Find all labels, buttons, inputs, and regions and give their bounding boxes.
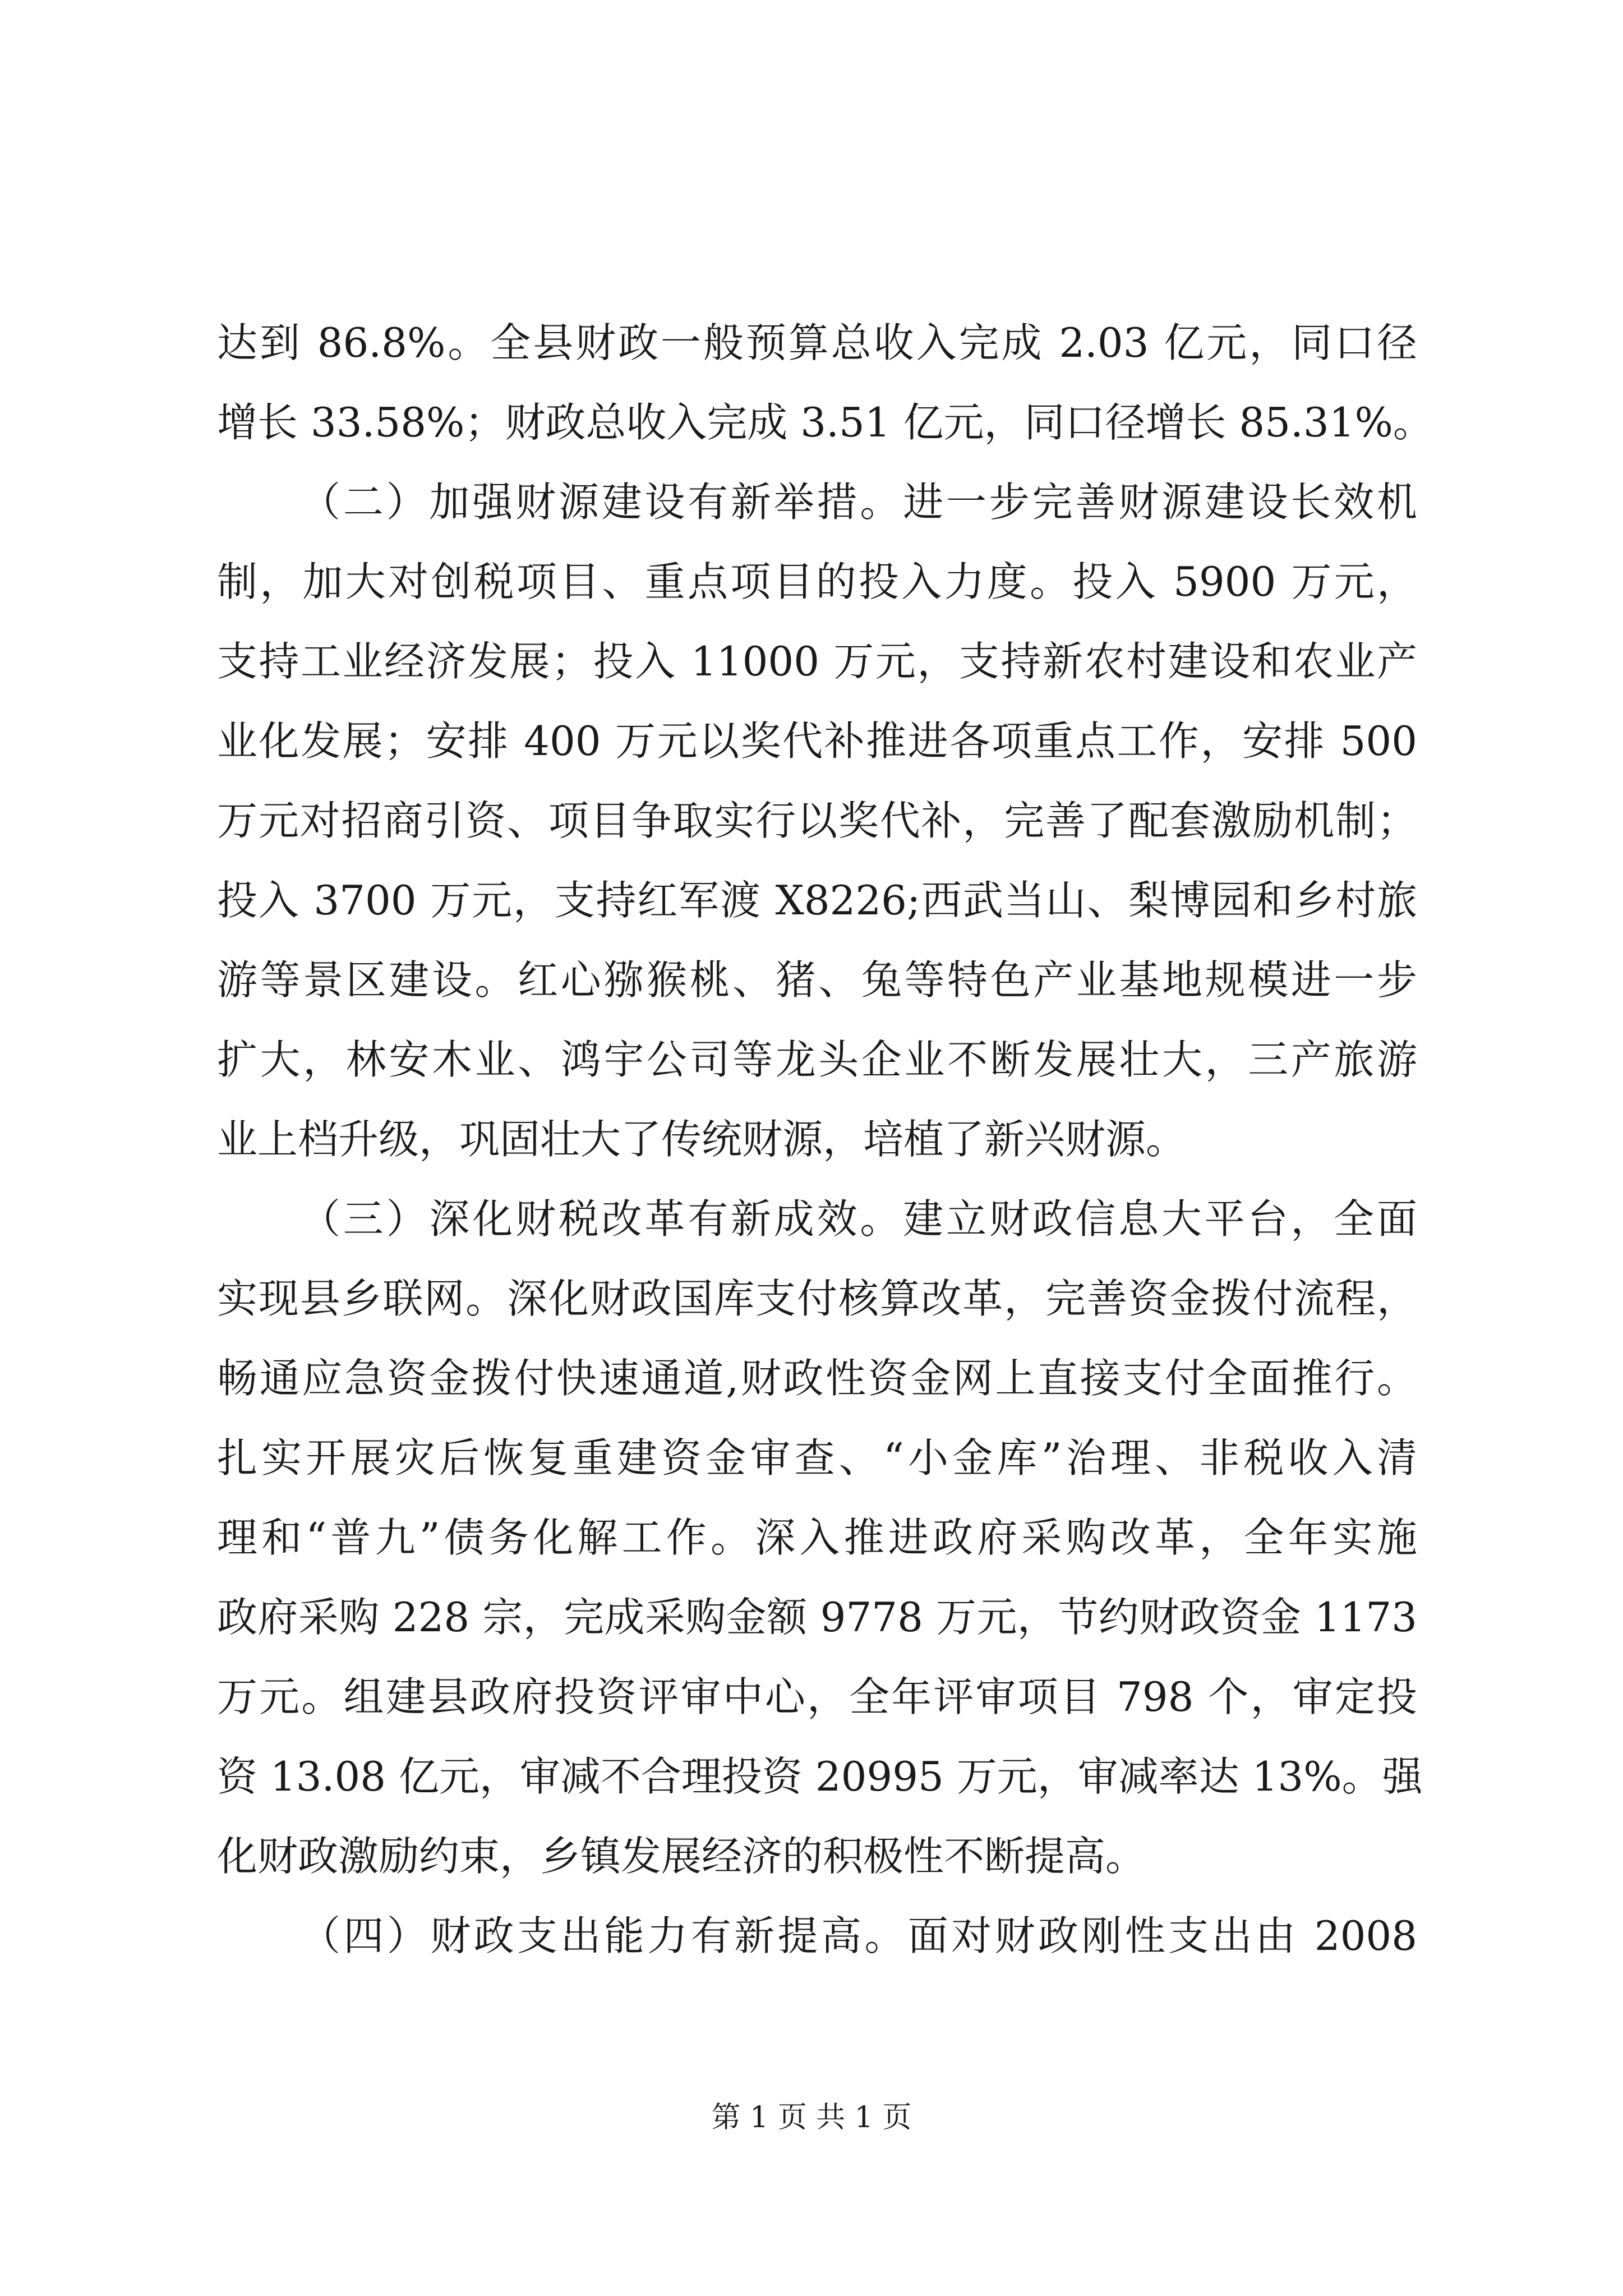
document-body	[217, 303, 1433, 1976]
text-line: 游等景区建设。红心猕猴桃、猪、兔等特色产业基地规模进一步	[217, 956, 1417, 1004]
text-line: 实现县乡联网。深化财政国库支付核算改革，完善资金拨付流程，	[217, 1275, 1417, 1322]
text-line: 达到 86.8%。全县财政一般预算总收入完成 2.03 亿元，同口径	[217, 319, 1417, 366]
text-line: 万元。组建县政府投资评审中心，全年评审项目 798 个，审定投	[217, 1673, 1417, 1720]
text-line: 增长 33.58%；财政总收入完成 3.51 亿元，同口径增长 85.31%。	[217, 399, 1433, 446]
text-line: 理和“普九”债务化解工作。深入推进政府采购改革，全年实施	[217, 1514, 1417, 1561]
text-line: 化财政激励约束，乡镇发展经济的积极性不断提高。	[217, 1833, 1146, 1880]
text-line: 扎实开展灾后恢复重建资金审查、“小金库”治理、非税收入清	[217, 1434, 1417, 1481]
text-line: 支持工业经济发展；投入 11000 万元，支持新农村建设和农业产	[217, 638, 1417, 685]
section-heading-line: （二）加强财源建设有新举措。进一步完善财源建设长效机	[300, 478, 1417, 526]
text-line: 政府采购 228 宗，完成采购金额 9778 万元，节约财政资金 1173	[217, 1594, 1417, 1641]
text-line: 万元对招商引资、项目争取实行以奖代补，完善了配套激励机制；	[217, 797, 1417, 844]
text-line: 畅通应急资金拨付快速通道,财政性资金网上直接支付全面推行。	[217, 1355, 1417, 1402]
section-heading-line: （三）深化财税改革有新成效。建立财政信息大平台，全面	[300, 1195, 1417, 1243]
text-line: 资 13.08 亿元，审减不合理投资 20995 万元，审减率达 13%。强	[217, 1753, 1423, 1800]
text-line: 扩大，林安木业、鸿宇公司等龙头企业不断发展壮大，三产旅游	[217, 1036, 1417, 1083]
section-heading-line: （四）财政支出能力有新提高。面对财政刚性支出由 2008	[300, 1912, 1417, 1959]
text-line: 制，加大对创税项目、重点项目的投入力度。投入 5900 万元，	[217, 558, 1417, 605]
text-line: 业化发展；安排 400 万元以奖代补推进各项重点工作，安排 500	[217, 717, 1417, 765]
page-footer: 第 1 页 共 1 页	[711, 2101, 912, 2134]
text-line: 投入 3700 万元，支持红军渡 X8226;西武当山、梨博园和乡村旅	[217, 877, 1417, 924]
text-line: 业上档升级，巩固壮大了传统财源，培植了新兴财源。	[217, 1116, 1187, 1163]
